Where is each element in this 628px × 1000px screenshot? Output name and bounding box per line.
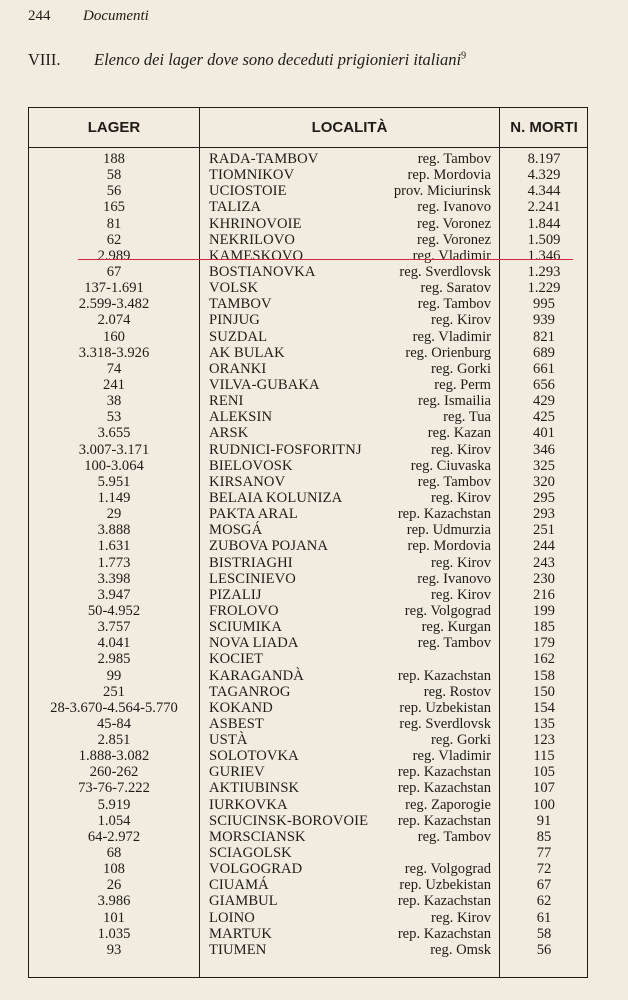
- table-row: [29, 861, 587, 877]
- cell-localita: BISTRIAGHI: [209, 554, 293, 571]
- cell-regione: rep. Kazachstan: [397, 764, 491, 781]
- cell-morti: 158: [533, 667, 555, 684]
- table-row: [29, 490, 587, 506]
- cell-regione: rep. Uzbekistan: [399, 699, 491, 716]
- table-row: [29, 409, 587, 425]
- cell-lager: 4.041: [97, 635, 131, 652]
- cell-lager: 160: [103, 328, 125, 345]
- cell-regione: reg. Tambov: [417, 296, 491, 313]
- cell-morti: 656: [533, 376, 555, 393]
- table-row: [29, 571, 587, 587]
- cell-morti: 244: [533, 538, 555, 555]
- cell-lager: 74: [106, 360, 122, 377]
- cell-morti: 179: [533, 635, 555, 652]
- cell-localita: PIZALIJ: [209, 586, 262, 603]
- cell-morti: 429: [533, 393, 555, 410]
- cell-localita: TAGANROG: [209, 683, 291, 700]
- cell-morti: 251: [533, 522, 555, 539]
- table-row: [29, 780, 587, 796]
- table-row: [29, 813, 587, 829]
- cell-lager: 3.986: [97, 893, 131, 910]
- table-row: [29, 522, 587, 538]
- cell-lager: 1.631: [97, 538, 131, 555]
- cell-morti: 107: [533, 780, 555, 797]
- cell-lager: 100-3.064: [84, 457, 144, 474]
- table-row: [29, 619, 587, 635]
- table-row: [29, 167, 587, 183]
- cell-morti: 185: [533, 619, 555, 636]
- cell-regione: reg. Ismailia: [418, 393, 491, 410]
- cell-regione: reg. Gorki: [431, 732, 491, 749]
- cell-lager: 188: [103, 151, 125, 167]
- table-row: [29, 877, 587, 893]
- cell-regione: reg. Vladimir: [412, 748, 491, 765]
- cell-regione: rep. Mordovia: [407, 538, 491, 555]
- table-row: [29, 829, 587, 845]
- cell-lager: 29: [106, 506, 122, 523]
- cell-lager: 3.947: [97, 586, 131, 603]
- cell-lager: 260-262: [89, 764, 139, 781]
- table-row: [29, 264, 587, 280]
- cell-regione: reg. Perm: [434, 376, 491, 393]
- cell-lager: 50-4.952: [87, 602, 141, 619]
- cell-lager: 62: [106, 231, 122, 248]
- section-title-text: Elenco dei lager dove sono deceduti prigionieri italiani: [94, 50, 462, 69]
- cell-localita: RENI: [209, 393, 244, 410]
- cell-localita: VILVA-GUBAKA: [209, 376, 320, 393]
- cell-regione: reg. Tua: [443, 409, 491, 426]
- cell-localita: VOLGOGRAD: [209, 861, 303, 878]
- table-row: [29, 651, 587, 667]
- table-row: [29, 442, 587, 458]
- table-row: [29, 942, 587, 958]
- cell-localita: BIELOVOSK: [209, 457, 293, 474]
- cell-morti: 91: [536, 812, 552, 829]
- cell-morti: 123: [533, 732, 555, 749]
- table-row: [29, 506, 587, 522]
- cell-localita: ZUBOVA POJANA: [209, 538, 329, 555]
- cell-localita: ORANKI: [209, 360, 267, 377]
- cell-lager: 1.035: [97, 925, 131, 942]
- cell-localita: NOVA LIADA: [209, 635, 299, 652]
- cell-regione: reg. Zaporogie: [405, 796, 491, 813]
- cell-localita: AKTIUBINSK: [209, 780, 300, 797]
- cell-morti: 1.229: [527, 280, 561, 297]
- cell-lager: 241: [103, 376, 125, 393]
- cell-localita: MORSCIANSK: [209, 828, 306, 845]
- cell-localita: MOSGÁ: [209, 522, 263, 539]
- cell-localita: KOKAND: [209, 699, 273, 716]
- cell-lager: 67: [106, 263, 122, 280]
- table-row: [29, 555, 587, 571]
- cell-lager: 1.149: [97, 489, 131, 506]
- cell-morti: 1.293: [527, 263, 561, 280]
- cell-lager: 3.757: [97, 619, 131, 636]
- table-row: [29, 474, 587, 490]
- cell-morti: 230: [533, 570, 555, 587]
- cell-lager: 73-76-7.222: [78, 780, 150, 797]
- cell-regione: reg. Kirov: [431, 586, 491, 603]
- cell-localita: AK BULAK: [209, 344, 285, 361]
- cell-localita: MARTUK: [209, 925, 272, 942]
- cell-morti: 243: [533, 554, 555, 571]
- cell-morti: 56: [536, 941, 552, 958]
- cell-regione: reg. Gorki: [431, 360, 491, 377]
- cell-localita: LESCINIEVO: [209, 570, 296, 587]
- cell-regione: reg. Vladimir: [412, 247, 491, 264]
- cell-localita: ARSK: [209, 425, 249, 442]
- cell-morti: 661: [533, 360, 555, 377]
- cell-lager: 2.989: [97, 247, 131, 264]
- cell-regione: reg. Tambov: [417, 151, 491, 167]
- cell-regione: reg. Rostov: [423, 683, 491, 700]
- cell-localita: ALEKSIN: [209, 409, 273, 426]
- cell-lager: 108: [103, 861, 125, 878]
- cell-regione: rep. Udmurzia: [406, 522, 491, 539]
- cell-morti: 346: [533, 441, 555, 458]
- cell-regione: reg. Sverdlovsk: [399, 263, 491, 280]
- cell-morti: 58: [536, 925, 552, 942]
- column-header-lager: LAGER: [87, 119, 141, 136]
- cell-localita: TIOMNIKOV: [209, 167, 295, 184]
- table-body: [29, 151, 587, 958]
- cell-lager: 1.054: [97, 812, 131, 829]
- cell-morti: 199: [533, 602, 555, 619]
- cell-lager: 68: [106, 845, 122, 862]
- cell-lager: 137-1.691: [84, 280, 144, 297]
- cell-morti: 1.346: [527, 247, 561, 264]
- table-header-row: [29, 108, 587, 148]
- table-row: [29, 280, 587, 296]
- cell-regione: rep. Uzbekistan: [399, 877, 491, 894]
- cell-morti: 2.241: [527, 199, 561, 216]
- cell-lager: 56: [106, 183, 122, 200]
- section-title: [94, 50, 466, 70]
- cell-morti: 77: [536, 845, 552, 862]
- cell-localita: TIUMEN: [209, 941, 267, 958]
- cell-morti: 85: [536, 828, 552, 845]
- cell-regione: reg. Sverdlovsk: [399, 715, 491, 732]
- cell-morti: 61: [536, 909, 552, 926]
- cell-lager: 101: [103, 909, 125, 926]
- cell-regione: reg. Kurgan: [421, 619, 491, 636]
- cell-regione: reg. Kirov: [431, 554, 491, 571]
- table-row: [29, 926, 587, 942]
- page-number: 244: [28, 8, 51, 24]
- table-row: [29, 716, 587, 732]
- cell-localita: IURKOVKA: [209, 796, 288, 813]
- running-head: Documenti: [83, 8, 149, 24]
- cell-morti: 939: [533, 312, 555, 329]
- cell-localita: KHRINOVOIE: [209, 215, 302, 232]
- cell-lager: 53: [106, 409, 122, 426]
- cell-morti: 67: [536, 877, 552, 894]
- cell-lager: 5.951: [97, 473, 131, 490]
- cell-lager: 93: [106, 941, 122, 958]
- cell-localita: KOCIET: [209, 651, 264, 668]
- page-header: [28, 8, 608, 28]
- cell-morti: 4.329: [527, 167, 561, 184]
- section-number: VIII.: [28, 50, 61, 69]
- cell-localita: PAKTA ARAL: [209, 506, 298, 523]
- cell-lager: 3.007-3.171: [78, 441, 150, 458]
- cell-regione: reg. Voronez: [416, 215, 491, 232]
- cell-lager: 99: [106, 667, 122, 684]
- cell-morti: 4.344: [527, 183, 561, 200]
- cell-morti: 216: [533, 586, 555, 603]
- cell-lager: 251: [103, 683, 125, 700]
- cell-localita: SOLOTOVKA: [209, 748, 299, 765]
- cell-localita: CIUAMÁ: [209, 877, 269, 894]
- table-row: [29, 910, 587, 926]
- cell-morti: 320: [533, 473, 555, 490]
- cell-localita: TALIZA: [209, 199, 262, 216]
- table-row: [29, 893, 587, 909]
- cell-regione: reg. Tambov: [417, 635, 491, 652]
- cell-morti: 821: [533, 328, 555, 345]
- cell-regione: reg. Kirov: [431, 441, 491, 458]
- cell-regione: rep. Kazachstan: [397, 893, 491, 910]
- cell-localita: UCIOSTOIE: [209, 183, 287, 200]
- table-row: [29, 458, 587, 474]
- cell-lager: 26: [106, 877, 122, 894]
- cell-regione: reg. Orienburg: [405, 344, 491, 361]
- cell-morti: 401: [533, 425, 555, 442]
- cell-regione: reg. Voronez: [416, 231, 491, 248]
- cell-lager: 2.074: [97, 312, 131, 329]
- cell-localita: PINJUG: [209, 312, 260, 329]
- table-row: [29, 296, 587, 312]
- cell-morti: 325: [533, 457, 555, 474]
- cell-localita: ASBEST: [209, 715, 264, 732]
- cell-morti: 1.509: [527, 231, 561, 248]
- cell-regione: reg. Ivanovo: [417, 199, 491, 216]
- table-row: [29, 603, 587, 619]
- cell-morti: 1.844: [527, 215, 561, 232]
- cell-regione: prov. Miciurinsk: [393, 183, 491, 200]
- cell-morti: 150: [533, 683, 555, 700]
- cell-morti: 62: [536, 893, 552, 910]
- cell-regione: rep. Mordovia: [407, 167, 491, 184]
- table-row: [29, 361, 587, 377]
- cell-localita: RADA-TAMBOV: [209, 151, 319, 167]
- cell-lager: 38: [106, 393, 122, 410]
- cell-lager: 1.773: [97, 554, 131, 571]
- table-row: [29, 345, 587, 361]
- table-row: [29, 748, 587, 764]
- cell-localita: NEKRILOVO: [209, 231, 296, 248]
- cell-morti: 295: [533, 489, 555, 506]
- cell-morti: 154: [533, 699, 555, 716]
- cell-regione: rep. Kazachstan: [397, 812, 491, 829]
- footnote-marker: 9: [461, 50, 467, 62]
- cell-localita: BOSTIANOVKA: [209, 263, 316, 280]
- cell-lager: 3.655: [97, 425, 131, 442]
- cell-morti: 105: [533, 764, 555, 781]
- cell-lager: 3.888: [97, 522, 131, 539]
- cell-regione: reg. Saratov: [420, 280, 491, 297]
- cell-localita: USTÀ: [209, 732, 248, 749]
- cell-localita: RUDNICI-FOSFORITNJ: [209, 441, 362, 458]
- cell-regione: reg. Omsk: [430, 941, 491, 958]
- cell-lager: 2.985: [97, 651, 131, 668]
- cell-regione: reg. Ciuvaska: [410, 457, 491, 474]
- cell-morti: 689: [533, 344, 555, 361]
- table-row: [29, 183, 587, 199]
- cell-regione: reg. Kirov: [431, 312, 491, 329]
- cell-lager: 2.599-3.482: [78, 296, 150, 313]
- cell-regione: reg. Tambov: [417, 473, 491, 490]
- cell-regione: reg. Kirov: [431, 909, 491, 926]
- red-pen-underline: [78, 259, 573, 260]
- cell-localita: VOLSK: [209, 280, 259, 297]
- cell-morti: 115: [533, 748, 555, 765]
- cell-lager: 1.888-3.082: [78, 748, 150, 765]
- cell-regione: reg. Volgograd: [404, 861, 491, 878]
- table-row: [29, 587, 587, 603]
- cell-localita: GIAMBUL: [209, 893, 278, 910]
- cell-regione: rep. Kazachstan: [397, 506, 491, 523]
- cell-localita: SUZDAL: [209, 328, 268, 345]
- table-row: [29, 312, 587, 328]
- cell-lager: 3.318-3.926: [78, 344, 150, 361]
- cell-lager: 2.851: [97, 732, 131, 749]
- table-row: [29, 797, 587, 813]
- table-row: [29, 151, 587, 167]
- cell-morti: 8.197: [527, 151, 561, 167]
- cell-localita: SCIUCINSK-BOROVOIE: [209, 812, 369, 829]
- cell-lager: 165: [103, 199, 125, 216]
- cell-regione: reg. Volgograd: [404, 602, 491, 619]
- table-row: [29, 248, 587, 264]
- cell-lager: 64-2.972: [87, 828, 141, 845]
- cell-localita: FROLOVO: [209, 602, 279, 619]
- table-row: [29, 377, 587, 393]
- cell-localita: BELAIA KOLUNIZA: [209, 489, 343, 506]
- cell-localita: TAMBOV: [209, 296, 272, 313]
- cell-regione: reg. Ivanovo: [417, 570, 491, 587]
- cell-lager: 81: [106, 215, 122, 232]
- column-header-morti: N. MORTI: [510, 119, 578, 136]
- cell-regione: reg. Kazan: [427, 425, 491, 442]
- table-row: [29, 425, 587, 441]
- lager-table: [28, 107, 588, 978]
- table-row: [29, 232, 587, 248]
- cell-regione: reg. Tambov: [417, 828, 491, 845]
- cell-regione: rep. Kazachstan: [397, 925, 491, 942]
- cell-localita: GURIEV: [209, 764, 265, 781]
- table-row: [29, 393, 587, 409]
- cell-morti: 293: [533, 506, 555, 523]
- table-row: [29, 635, 587, 651]
- cell-regione: rep. Kazachstan: [397, 780, 491, 797]
- cell-morti: 425: [533, 409, 555, 426]
- cell-localita: SCIUMIKA: [209, 619, 282, 636]
- cell-morti: 995: [533, 296, 555, 313]
- table-row: [29, 684, 587, 700]
- cell-localita: KAMESKOVO: [209, 247, 304, 264]
- table-row: [29, 538, 587, 554]
- cell-lager: 28-3.670-4.564-5.770: [50, 699, 178, 716]
- table-row: [29, 700, 587, 716]
- cell-morti: 100: [533, 796, 555, 813]
- cell-localita: SCIAGOLSK: [209, 845, 292, 862]
- cell-localita: LOINO: [209, 909, 255, 926]
- table-row: [29, 764, 587, 780]
- table-row: [29, 329, 587, 345]
- table-row: [29, 216, 587, 232]
- cell-regione: reg. Vladimir: [412, 328, 491, 345]
- cell-lager: 45-84: [96, 715, 132, 732]
- cell-lager: 58: [106, 167, 122, 184]
- column-header-localita: LOCALITÀ: [311, 119, 388, 136]
- cell-regione: reg. Kirov: [431, 489, 491, 506]
- cell-localita: KARAGANDÀ: [209, 667, 304, 684]
- table-row: [29, 199, 587, 215]
- cell-lager: 3.398: [97, 570, 131, 587]
- table-row: [29, 668, 587, 684]
- cell-localita: KIRSANOV: [209, 473, 286, 490]
- cell-lager: 5.919: [97, 796, 131, 813]
- table-row: [29, 845, 587, 861]
- cell-morti: 135: [533, 715, 555, 732]
- cell-morti: 162: [533, 651, 555, 668]
- cell-morti: 72: [536, 861, 552, 878]
- table-row: [29, 732, 587, 748]
- cell-regione: rep. Kazachstan: [397, 667, 491, 684]
